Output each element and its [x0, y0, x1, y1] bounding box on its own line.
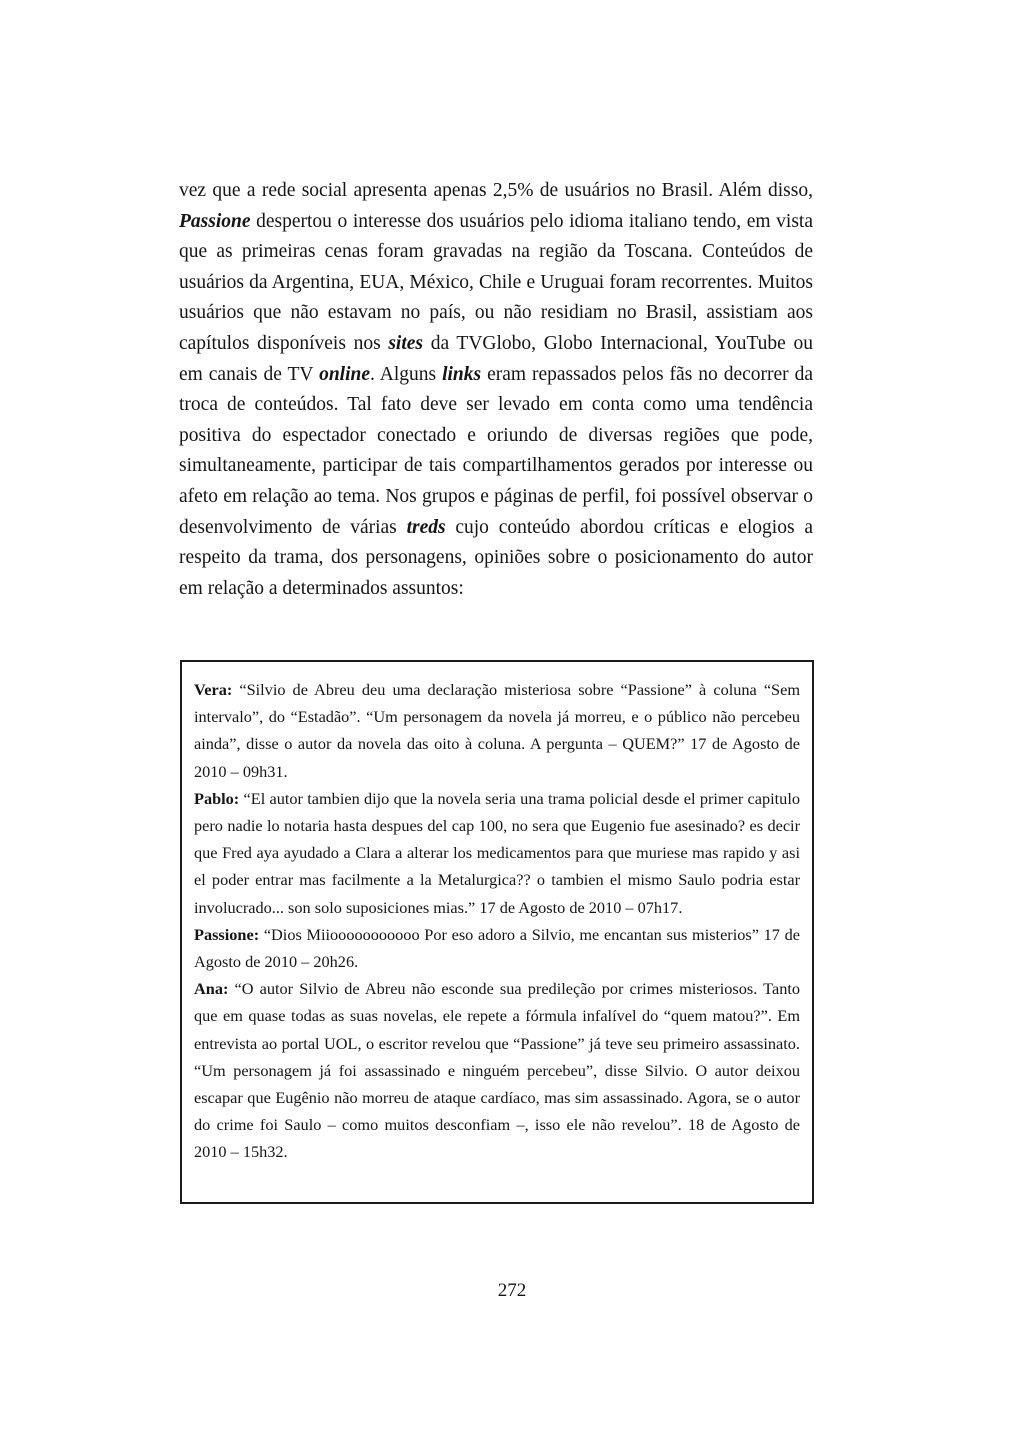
italic-term: online — [319, 363, 371, 385]
italic-term: sites — [388, 332, 424, 354]
quote-text: “Silvio de Abreu deu uma declaração misteriosa sobre “Passione” à coluna “Sem intervalo”, do “Estadão”. “Um personagem da novela já morreu, e o público não percebeu ainda”, disse o autor da novela das oito à coluna. A pergunta – QUEM?” 17 de Agosto de 2010 – 09h31. — [194, 680, 800, 781]
italic-term: Passione — [179, 210, 251, 232]
quote-box — [180, 660, 814, 1204]
quote-speaker: Passione: — [194, 924, 260, 944]
body-text-segment: despertou o interesse dos usuários pelo idioma italiano tendo, em vista que as primeiras cenas foram gravadas na região da Toscana. Conteúdos de usuários da Argentina, EUA, México, Chile e Uruguai foram recorrentes. Muitos usuários que não estavam no país, ou não residiam no Brasil, assistiam aos capítulos disponíveis nos — [179, 210, 813, 354]
quote-speaker: Vera: — [194, 680, 233, 699]
italic-term: treds — [406, 516, 446, 538]
quote-text: “Dios Miiooooooooooo Por eso adoro a Silvio, me encantan sus misterios” 17 de Agosto de 2010 – 20h26. — [194, 924, 800, 972]
body-text-segment: . Alguns — [370, 363, 443, 385]
page-number: 272 — [497, 1280, 527, 1301]
quote-entry — [194, 975, 800, 1165]
quote-text: “El autor tambien dijo que la novela seria una trama policial desde el primer capitulo pero nadie lo notaria hasta despues del cap 100, no sera que Eugenio fue asesinado? es decir que Fred aya ayudado a Clara a alterar los medicamentos para que muriese mas rapido y asi el poder entrar mas facilmente a la Metalurgica?? o tambien el mismo Saulo podria estar involucrado... son solo suposiciones mias.” 17 de Agosto de 2010 – 07h17. — [194, 788, 800, 917]
italic-term: links — [442, 363, 482, 385]
quote-text: “O autor Silvio de Abreu não esconde sua predileção por crimes misteriosos. Tanto que em quase todas as suas novelas, ele repete a fórmula infalível do “quem matou?”. Em entrevista ao portal UOL, o escritor revelou que “Passione” já teve seu primeiro assassinato. “Um personagem já foi assassinado e ninguém percebeu”, disse Silvio. O autor deixou escapar que Eugênio não morreu de ataque cardíaco, mas sim assassinado. Agora, se o autor do crime foi Saulo – como muitos desconfiam –, isso ele não revelou”. 18 de Agosto de 2010 – 15h32. — [194, 979, 800, 1162]
quote-entry — [194, 921, 800, 975]
body-text-segment: vez que a rede social apresenta apenas 2,5% de usuários no Brasil. Além disso, — [179, 180, 813, 201]
body-text-segment: cujo conteúdo abordou críticas e elogios a respeito da trama, dos personagens, opiniões sobre o posicionamento do autor em relação a determinados assuntos: — [179, 516, 813, 599]
quote-speaker: Pablo: — [194, 788, 240, 808]
body-text-segment: da TVGlobo, Globo Internacional, YouTube ou em canais de TV — [179, 332, 813, 385]
quote-speaker: Ana: — [194, 979, 229, 999]
body-paragraph — [179, 176, 813, 604]
quote-entry — [194, 676, 800, 785]
quote-entry — [194, 785, 800, 921]
body-text-segment: eram repassados pelos fãs no decorrer da troca de conteúdos. Tal fato deve ser levado em conta como uma tendência positiva do espectador conectado e oriundo de diversas regiões que pode, simultaneamente, participar de tais compartilhamentos gerados por interesse ou afeto em relação ao tema. Nos grupos e páginas de perfil, foi possível observar o desenvolvimento de várias — [179, 363, 814, 538]
